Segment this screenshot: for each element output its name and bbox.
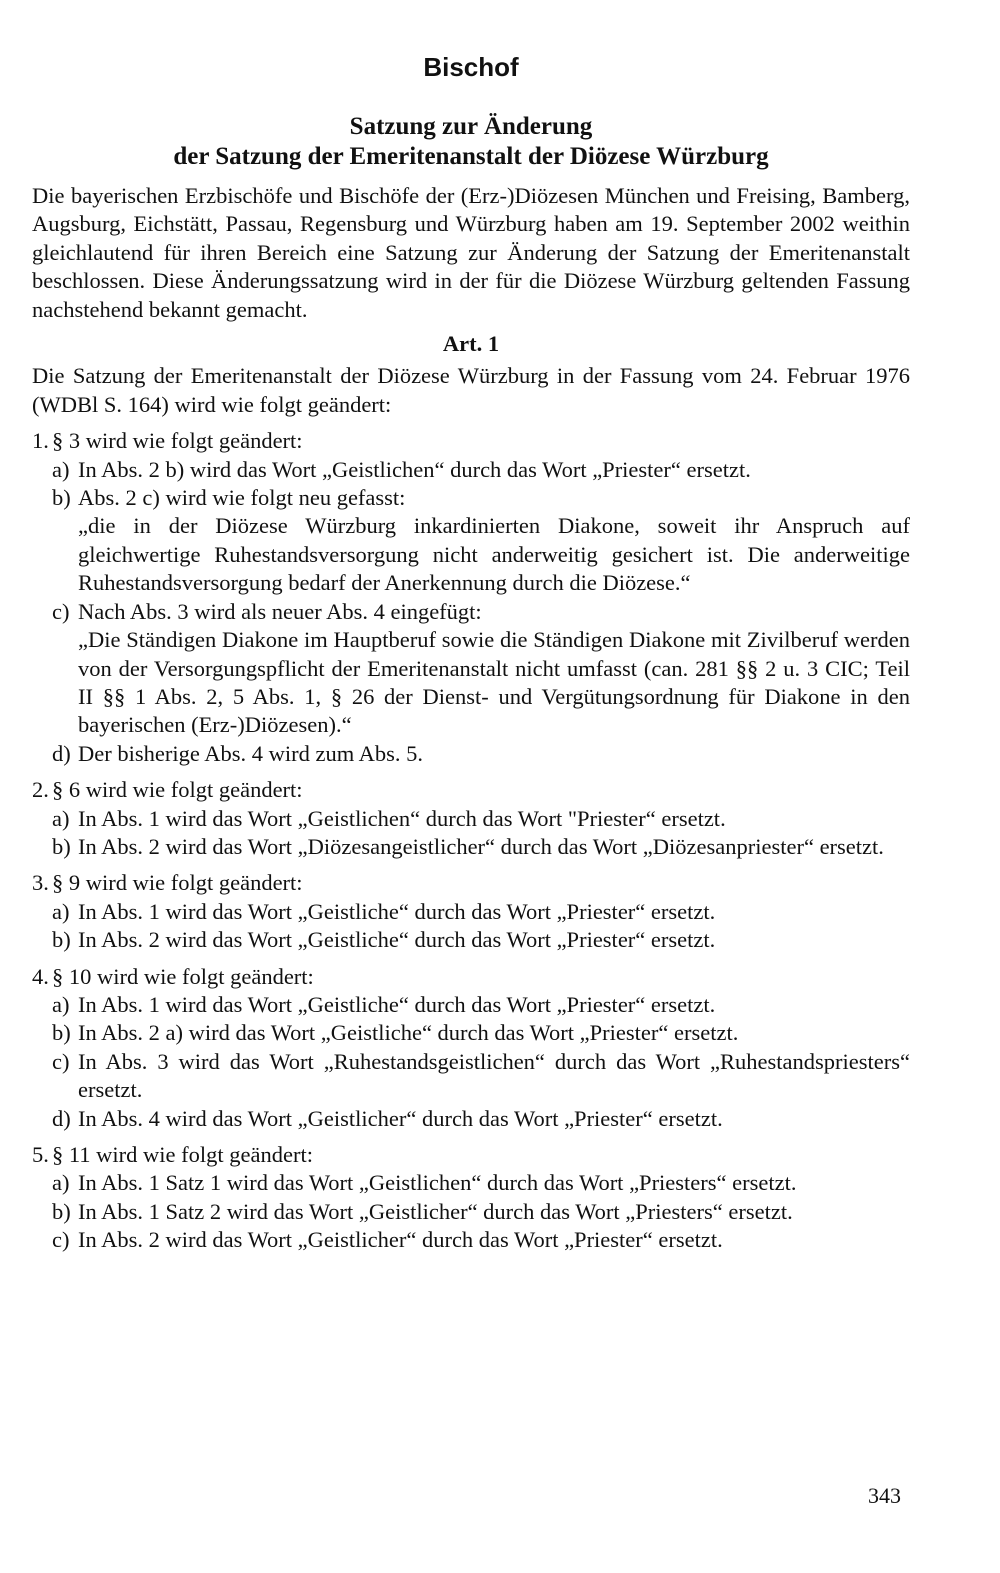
sub-item [52, 740, 910, 768]
item-number: 2. [32, 777, 49, 803]
sub-item-body [78, 484, 910, 598]
sub-item-label: a) [52, 991, 70, 1017]
title-line-2: der Satzung der Emeritenanstalt der Diözese Würzburg [173, 143, 769, 170]
sub-item [52, 1198, 910, 1226]
item-number: 4. [32, 963, 49, 989]
sub-item-text: In Abs. 1 Satz 1 wird das Wort „Geistlichen“ durch das Wort „Priesters“ ersetzt. [78, 1170, 797, 1196]
amendment-item-head [32, 963, 910, 991]
sub-item-text: In Abs. 2 b) wird das Wort „Geistlichen“ durch das Wort „Priester“ ersetzt. [78, 456, 751, 482]
sub-item-label: a) [52, 898, 70, 924]
article-text: Die Satzung der Emeritenanstalt der Diözese Würzburg in der Fassung vom 24. Februar 1976 (WDBl S. 164) wird wie folgt geändert: [32, 363, 910, 417]
item-heading: § 6 wird wie folgt geändert: [52, 777, 303, 803]
sub-item [52, 1048, 910, 1105]
sub-item-text: In Abs. 1 wird das Wort „Geistlichen“ durch das Wort "Priester“ ersetzt. [78, 805, 726, 831]
sub-item-text: Abs. 2 c) wird wie folgt neu gefasst: [78, 485, 406, 511]
sub-item-body [78, 805, 910, 833]
page-number: 343 [868, 1483, 901, 1508]
amendment-item-head [32, 1141, 910, 1169]
sub-item-text: Der bisherige Abs. 4 wird zum Abs. 5. [78, 740, 423, 766]
sub-item-text: In Abs. 4 wird das Wort „Geistlicher“ durch das Wort „Priester“ ersetzt. [78, 1105, 723, 1131]
sub-item-label: c) [52, 1227, 70, 1253]
sub-item [52, 598, 910, 740]
sub-item [52, 1019, 910, 1047]
sub-item-text: In Abs. 2 wird das Wort „Geistliche“ durch das Wort „Priester“ ersetzt. [78, 927, 716, 953]
amendment-item [32, 1141, 910, 1255]
sub-item-body [78, 1019, 910, 1047]
item-number: 1. [32, 428, 49, 454]
sub-items [52, 805, 910, 862]
sub-item-label: b) [52, 833, 71, 859]
sub-item-body [78, 833, 910, 861]
sub-item [52, 456, 910, 484]
section-title: Bischof [423, 52, 519, 82]
sub-item-body [78, 1105, 910, 1133]
sub-item-text: In Abs. 3 wird das Wort „Ruhestandsgeistlichen“ durch das Wort „Ruhestandspriesters“ ersetzt. [78, 1048, 910, 1103]
sub-item-label: d) [52, 1105, 71, 1131]
sub-item-label: c) [52, 598, 70, 624]
item-number: 5. [32, 1142, 49, 1167]
title-line-1: Satzung zur Änderung [349, 113, 593, 140]
sub-item-label: a) [52, 456, 70, 482]
amendment-item [32, 869, 910, 954]
sub-item-text: In Abs. 2 wird das Wort „Diözesangeistlicher“ durch das Wort „Diözesanpriester“ ersetzt. [78, 833, 884, 859]
sub-item-text: In Abs. 1 wird das Wort „Geistliche“ durch das Wort „Priester“ ersetzt. [78, 991, 716, 1017]
sub-item-label: b) [52, 1198, 71, 1224]
sub-items [52, 898, 910, 955]
item-heading: § 3 wird wie folgt geändert: [52, 428, 303, 454]
document-title [32, 112, 910, 172]
sub-item-body [78, 926, 910, 954]
item-heading: § 11 wird wie folgt geändert: [52, 1142, 313, 1167]
sub-item [52, 991, 910, 1019]
sub-item [52, 898, 910, 926]
sub-item [52, 833, 910, 861]
sub-item-body [78, 1169, 910, 1197]
amendment-item [32, 427, 910, 768]
article-heading: Art. 1 [442, 331, 500, 357]
sub-item [52, 1226, 910, 1254]
sub-items [52, 456, 910, 768]
sub-item-text: In Abs. 2 wird das Wort „Geistlicher“ durch das Wort „Priester“ ersetzt. [78, 1227, 723, 1253]
amendment-item [32, 963, 910, 1133]
sub-item-body [78, 1226, 910, 1254]
sub-item [52, 484, 910, 598]
amendment-item [32, 776, 910, 861]
sub-items [52, 991, 910, 1133]
sub-item-body [78, 456, 910, 484]
sub-item-label: c) [52, 1048, 70, 1074]
document-page [32, 40, 910, 1255]
sub-item-label: b) [52, 485, 71, 511]
amendment-item-head [32, 869, 910, 897]
amendment-item-head [32, 776, 910, 804]
quoted-text: „die in der Diözese Würzburg inkardinierten Diakone, soweit ihr Anspruch auf gleichwertige Ruhestandsversorgung nicht anderweitig gesichert ist. Die anderweitige Ruhestandsversorgung bedarf der Anerkennung durch die Diözese.“ [78, 513, 910, 596]
sub-item-label: a) [52, 1170, 70, 1196]
item-number: 3. [32, 870, 49, 896]
sub-item-text: Nach Abs. 3 wird als neuer Abs. 4 eingefügt: [78, 598, 482, 624]
intro-paragraph: Die bayerischen Erzbischöfe und Bischöfe der (Erz-)Diözesen München und Freising, Bamberg, Augsburg, Eichstätt, Passau, Regensburg und Würzburg haben am 19. September 2002 weithin gleichlautend für ihren Bereich eine Satzung zur Änderung der Satzung der Emeritenanstalt beschlossen. Diese Änderungssatzung wird in der für die Diözese Würzburg geltenden Fassung nachstehend bekannt gemacht. [32, 183, 910, 322]
sub-item-body [78, 991, 910, 1019]
sub-item-label: a) [52, 805, 70, 831]
sub-item-label: b) [52, 927, 71, 953]
sub-item [52, 1105, 910, 1133]
sub-item-body [78, 598, 910, 740]
sub-item-body [78, 740, 910, 768]
sub-item-text: In Abs. 1 Satz 2 wird das Wort „Geistlicher“ durch das Wort „Priesters“ ersetzt. [78, 1198, 793, 1224]
sub-item-text: In Abs. 1 wird das Wort „Geistliche“ durch das Wort „Priester“ ersetzt. [78, 898, 716, 924]
item-heading: § 9 wird wie folgt geändert: [52, 870, 303, 896]
quoted-text: „Die Ständigen Diakone im Hauptberuf sowie die Ständigen Diakone mit Zivilberuf werden von der Versorgungspflicht der Emeritenanstalt nicht umfasst (can. 281 §§ 2 u. 3 CIC; Teil II §§ 1 Abs. 2, 5 Abs. 1, § 26 der Dienst- und Vergütungsordnung für Diakone in den bayerischen (Erz-)Diözesen).“ [78, 627, 910, 738]
sub-item-body [78, 1198, 910, 1226]
amendment-list [32, 427, 910, 1254]
sub-item [52, 1169, 910, 1197]
sub-item [52, 805, 910, 833]
sub-item-label: b) [52, 1020, 71, 1046]
sub-item-body [78, 898, 910, 926]
sub-item-text: In Abs. 2 a) wird das Wort „Geistliche“ durch das Wort „Priester“ ersetzt. [78, 1020, 739, 1046]
item-heading: § 10 wird wie folgt geändert: [52, 963, 314, 989]
amendment-item-head [32, 427, 910, 455]
sub-item-body [78, 1048, 910, 1105]
sub-item-label: d) [52, 740, 71, 766]
sub-item [52, 926, 910, 954]
sub-items [52, 1169, 910, 1254]
